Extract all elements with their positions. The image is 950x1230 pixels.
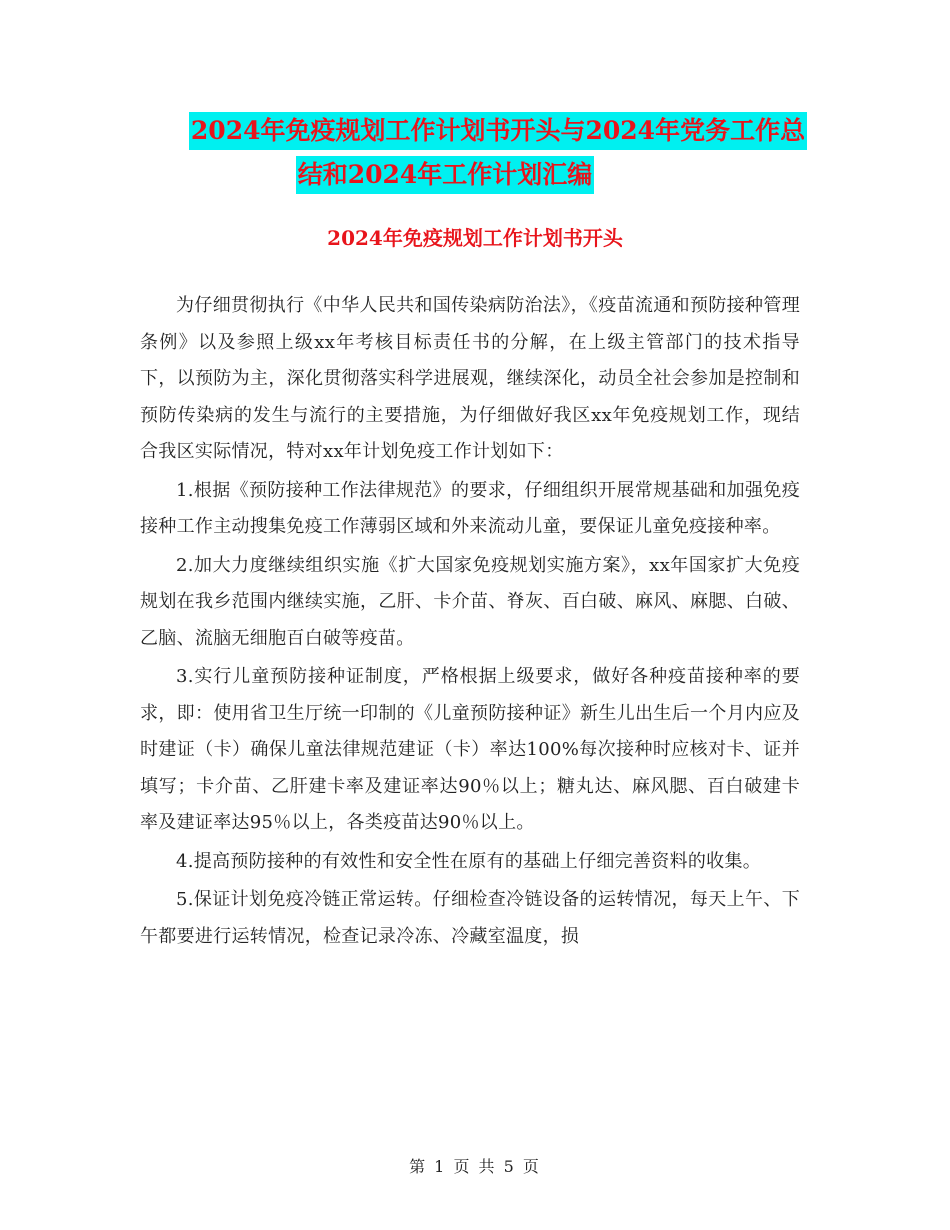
- page-footer: 第 1 页 共 5 页: [409, 1157, 541, 1176]
- paragraph-item-1: 1.根据《预防接种工作法律规范》的要求，仔细组织开展常规基础和加强免疫接种工作主动搜集免疫工作薄弱区域和外来流动儿童，要保证儿童免疫接种率。: [140, 479, 800, 537]
- title-row-1: [0, 112, 950, 150]
- section-heading: 2024年免疫规划工作计划书开头: [327, 226, 623, 250]
- paragraph-item-3: 3.实行儿童预防接种证制度，严格根据上级要求，做好各种疫苗接种率的要求，即：使用省卫生厅统一印制的《儿童预防接种证》新生儿出生后一个月内应及时建证（卡）确保儿童法律规范建证（卡）率达100%每次接种时应核对卡、证并填写；卡介苗、乙肝建卡率及建证率达90％以上；糖丸达、麻风腮、百白破建卡率及建证率达95％以上，各类疫苗达90％以上。: [140, 666, 800, 833]
- paragraph-item-5: 5.保证计划免疫冷链正常运转。仔细检查冷链设备的运转情况，每天上午、下午都要进行运转情况，检查记录冷冻、冷藏室温度，损: [140, 889, 800, 947]
- title-line-1: 2024年免疫规划工作计划书开头与2024年党务工作总: [189, 112, 807, 150]
- document-title: [0, 112, 950, 194]
- body-text: [140, 288, 800, 957]
- paragraph-intro: 为仔细贯彻执行《中华人民共和国传染病防治法》，《疫苗流通和预防接种管理条例》以及参照上级xx年考核目标责任书的分解，在上级主管部门的技术指导下，以预防为主，深化贯彻落实科学进展观，继续深化，动员全社会参加是控制和预防传染病的发生与流行的主要措施，为仔细做好我区xx年免疫规划工作，现结合我区实际情况，特对xx年计划免疫工作计划如下：: [140, 295, 800, 462]
- paragraph-item-4: 4.提高预防接种的有效性和安全性在原有的基础上仔细完善资料的收集。: [176, 850, 762, 872]
- title-line-2: 结和2024年工作计划汇编: [296, 156, 595, 194]
- paragraph-item-2: 2.加大力度继续组织实施《扩大国家免疫规划实施方案》，xx年国家扩大免疫规划在我乡范围内继续实施，乙肝、卡介苗、脊灰、百白破、麻风、麻腮、白破、乙脑、流脑无细胞百白破等疫苗。: [140, 554, 800, 649]
- title-row-2: [0, 152, 950, 194]
